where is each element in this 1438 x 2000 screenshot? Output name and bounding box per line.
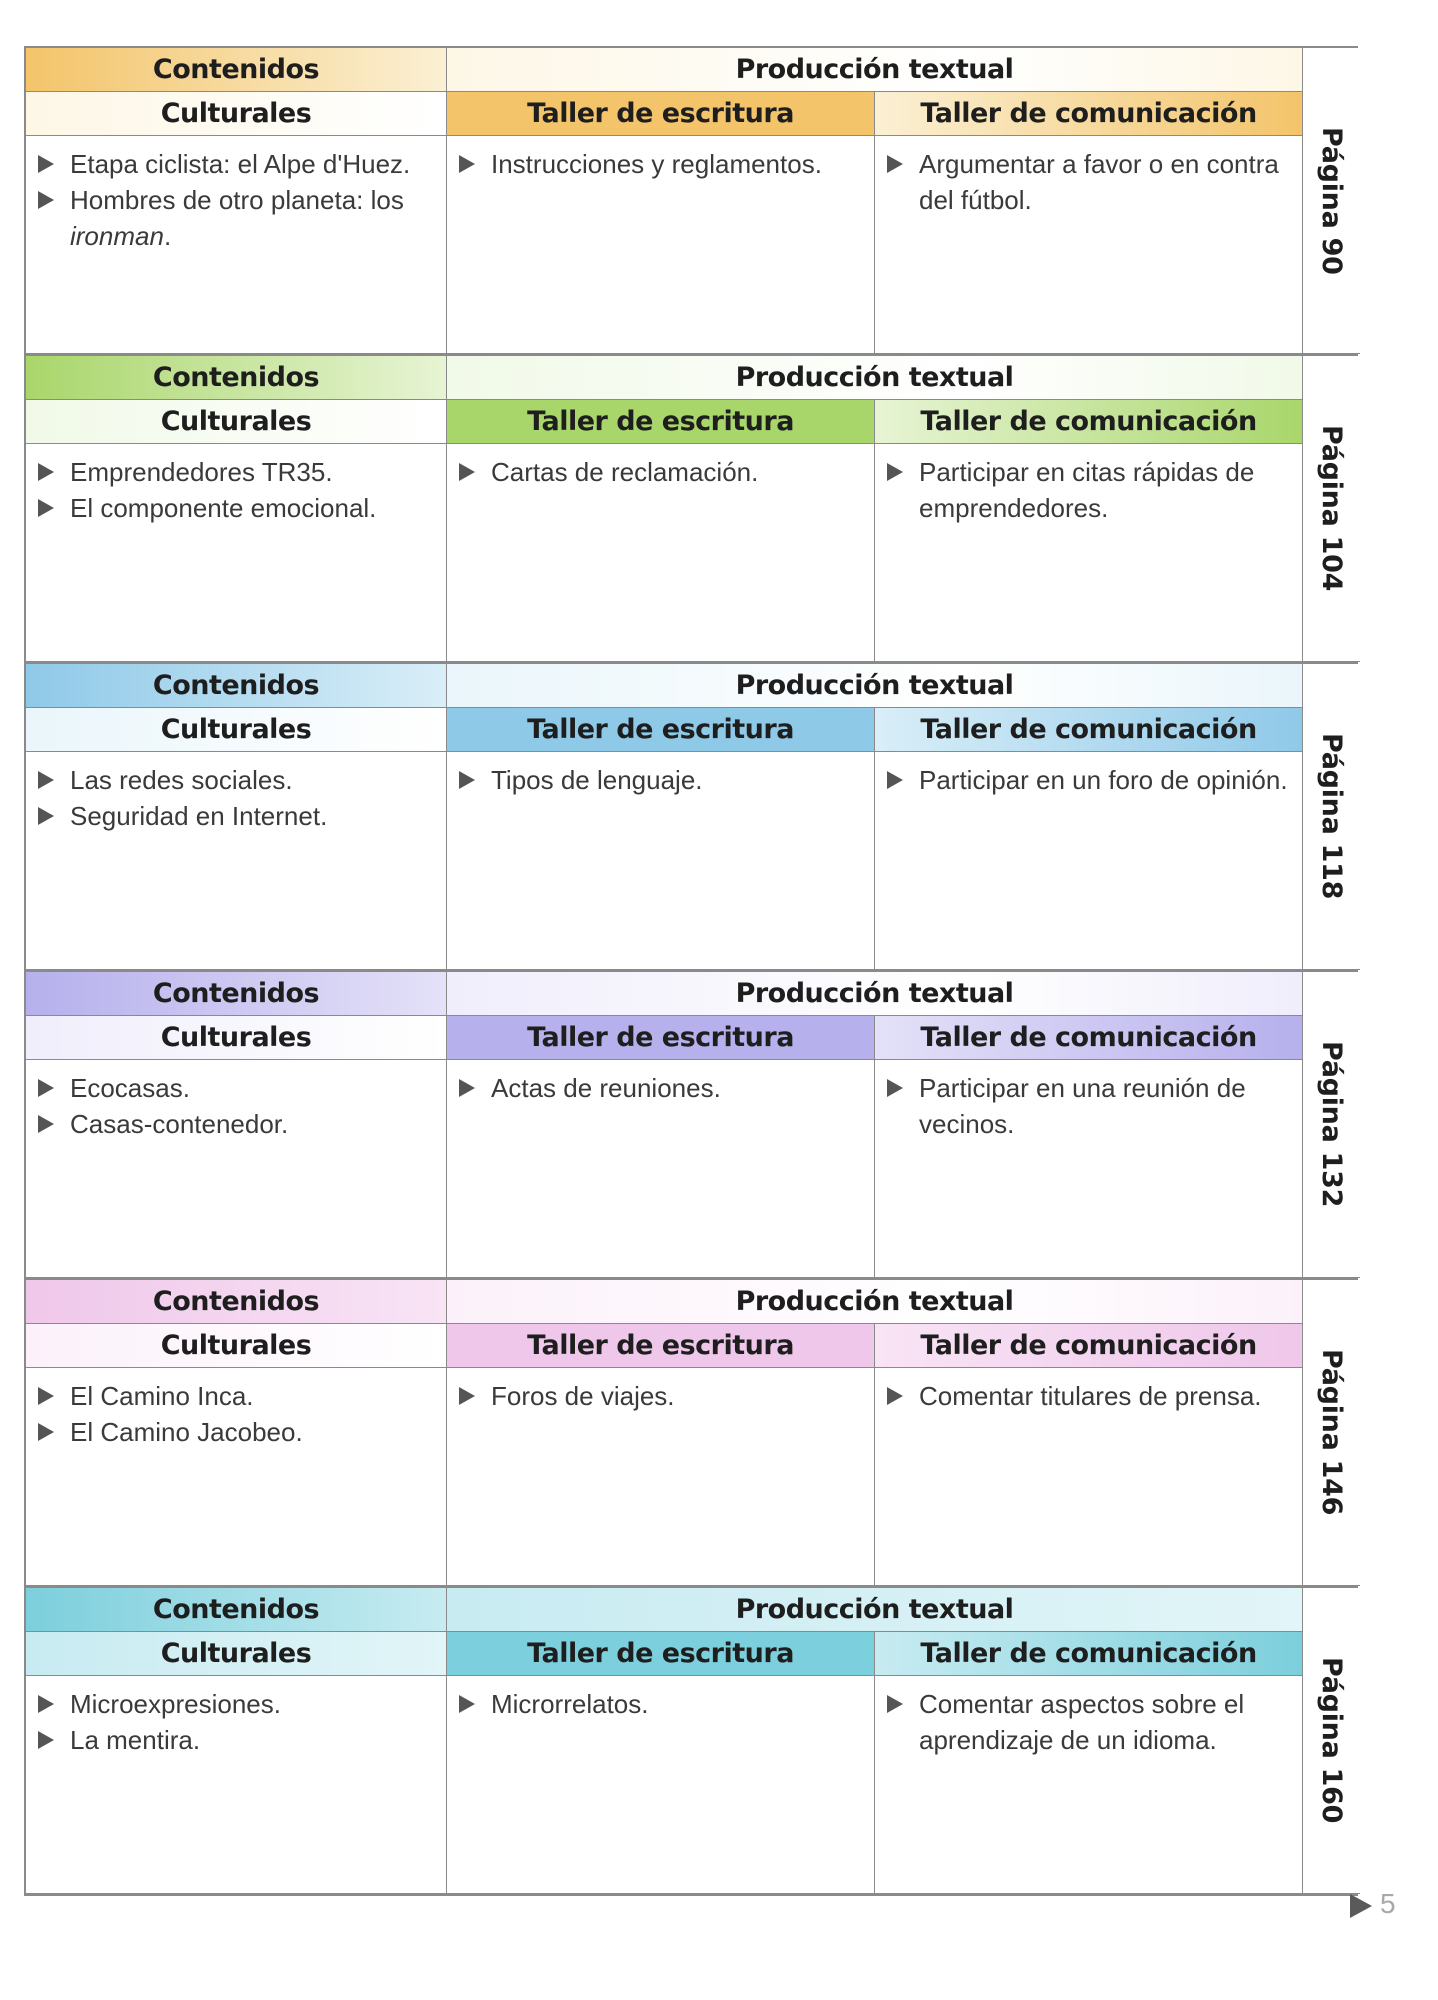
list-item: [34, 1106, 436, 1142]
triangle-right-icon: [1350, 1894, 1372, 1918]
comunicacion-content: [875, 752, 1303, 970]
triangle-bullet-icon: [38, 807, 54, 825]
produccion-textual-header: Producción textual: [447, 1588, 1303, 1632]
list-item-text: [70, 762, 436, 798]
page-reference-label: Página 132: [1316, 1041, 1347, 1208]
triangle-bullet-icon: [887, 1695, 903, 1713]
culturales-header: Culturales: [26, 400, 447, 444]
unit-section: [24, 662, 1358, 970]
triangle-bullet-icon: [38, 771, 54, 789]
triangle-bullet-icon: [887, 463, 903, 481]
triangle-bullet-icon: [459, 463, 475, 481]
triangle-bullet-icon: [459, 1695, 475, 1713]
comunicacion-content: [875, 1368, 1303, 1586]
text-run: Ecocasas.: [70, 1073, 190, 1103]
text-run: Las redes sociales.: [70, 765, 293, 795]
list-item-text: [919, 1070, 1292, 1142]
text-run: Casas-contenedor.: [70, 1109, 289, 1139]
contents-table: [24, 46, 1358, 1896]
list-item-text: [70, 490, 436, 526]
text-run: El Camino Jacobeo.: [70, 1417, 303, 1447]
list-item-text: [491, 1378, 864, 1414]
triangle-bullet-icon: [887, 1079, 903, 1097]
triangle-bullet-icon: [38, 1423, 54, 1441]
page-number: 5: [1380, 1888, 1396, 1919]
produccion-textual-header: Producción textual: [447, 48, 1303, 92]
comunicacion-content: [875, 444, 1303, 662]
list-item: [34, 182, 436, 254]
list-item: [34, 1686, 436, 1722]
triangle-bullet-icon: [459, 155, 475, 173]
page-reference-label: Página 118: [1316, 733, 1347, 900]
list-item: [34, 1070, 436, 1106]
triangle-bullet-icon: [38, 1387, 54, 1405]
contenidos-header: Contenidos: [26, 1588, 447, 1632]
contenidos-header: Contenidos: [26, 1280, 447, 1324]
taller-escritura-header: Taller de escritura: [447, 1632, 875, 1676]
triangle-bullet-icon: [38, 1731, 54, 1749]
taller-comunicacion-header: Taller de comunicación: [875, 1016, 1303, 1060]
list-item-text: [70, 1070, 436, 1106]
list-item-text: [70, 798, 436, 834]
comunicacion-content: [875, 136, 1303, 354]
produccion-textual-header: Producción textual: [447, 356, 1303, 400]
page-reference: [1303, 1588, 1360, 1894]
list-item-text: [70, 1722, 436, 1758]
page-reference: [1303, 972, 1360, 1278]
culturales-header: Culturales: [26, 1016, 447, 1060]
list-item: [455, 1070, 864, 1106]
culturales-header: Culturales: [26, 1324, 447, 1368]
text-run: Participar en una reunión de vecinos.: [919, 1073, 1246, 1139]
list-item: [455, 1686, 864, 1722]
escritura-content: [447, 752, 875, 970]
triangle-bullet-icon: [887, 771, 903, 789]
list-item-text: [70, 1106, 436, 1142]
page-reference: [1303, 1280, 1360, 1586]
list-item: [34, 762, 436, 798]
text-run: Participar en citas rápidas de emprendedores.: [919, 457, 1255, 523]
list-item-text: [919, 1378, 1292, 1414]
taller-escritura-header: Taller de escritura: [447, 708, 875, 752]
list-item: [455, 1378, 864, 1414]
comunicacion-content: [875, 1676, 1303, 1894]
triangle-bullet-icon: [38, 1695, 54, 1713]
triangle-bullet-icon: [887, 155, 903, 173]
list-item: [883, 1378, 1292, 1414]
list-item: [883, 762, 1292, 798]
unit-section: [24, 354, 1358, 662]
list-item: [34, 1414, 436, 1450]
list-item: [455, 146, 864, 182]
culturales-header: Culturales: [26, 92, 447, 136]
escritura-content: [447, 1368, 875, 1586]
taller-escritura-header: Taller de escritura: [447, 400, 875, 444]
taller-comunicacion-header: Taller de comunicación: [875, 708, 1303, 752]
list-item: [34, 798, 436, 834]
list-item-text: [491, 1070, 864, 1106]
triangle-bullet-icon: [38, 155, 54, 173]
contenidos-header: Contenidos: [26, 48, 447, 92]
list-item-text: [919, 454, 1292, 526]
list-item: [34, 454, 436, 490]
text-run: Foros de viajes.: [491, 1381, 675, 1411]
triangle-bullet-icon: [38, 1079, 54, 1097]
triangle-bullet-icon: [38, 191, 54, 209]
escritura-content: [447, 1060, 875, 1278]
culturales-content: [26, 752, 447, 970]
page-reference: [1303, 664, 1360, 970]
triangle-bullet-icon: [38, 463, 54, 481]
comunicacion-content: [875, 1060, 1303, 1278]
taller-comunicacion-header: Taller de comunicación: [875, 1632, 1303, 1676]
taller-escritura-header: Taller de escritura: [447, 1016, 875, 1060]
text-run: Comentar titulares de prensa.: [919, 1381, 1262, 1411]
contenidos-header: Contenidos: [26, 356, 447, 400]
text-run: Actas de reuniones.: [491, 1073, 721, 1103]
text-run: Emprendedores TR35.: [70, 457, 333, 487]
triangle-bullet-icon: [887, 1387, 903, 1405]
list-item-text: [70, 454, 436, 490]
text-run: .: [163, 221, 172, 251]
unit-section: [24, 970, 1358, 1278]
text-run: Participar en un foro de opinión.: [919, 765, 1288, 795]
list-item-text: [491, 454, 864, 490]
page-reference-label: Página 160: [1316, 1657, 1347, 1824]
page-reference: [1303, 48, 1360, 354]
escritura-content: [447, 1676, 875, 1894]
page-reference-label: Página 104: [1316, 425, 1347, 592]
culturales-content: [26, 1676, 447, 1894]
unit-section: [24, 1278, 1358, 1586]
culturales-content: [26, 1368, 447, 1586]
escritura-content: [447, 136, 875, 354]
taller-comunicacion-header: Taller de comunicación: [875, 1324, 1303, 1368]
list-item: [34, 1378, 436, 1414]
culturales-header: Culturales: [26, 708, 447, 752]
text-run: Microrrelatos.: [491, 1689, 649, 1719]
text-run: El componente emocional.: [70, 493, 377, 523]
list-item-text: [919, 146, 1292, 218]
list-item-text: [70, 1686, 436, 1722]
triangle-bullet-icon: [38, 1115, 54, 1133]
culturales-content: [26, 1060, 447, 1278]
list-item-text: [919, 762, 1292, 798]
list-item-text: [491, 762, 864, 798]
list-item-text: [70, 182, 436, 254]
culturales-content: [26, 136, 447, 354]
triangle-bullet-icon: [459, 771, 475, 789]
culturales-content: [26, 444, 447, 662]
text-run: Tipos de lenguaje.: [491, 765, 703, 795]
text-run: Argumentar a favor o en contra del fútbol.: [919, 149, 1279, 215]
taller-comunicacion-header: Taller de comunicación: [875, 400, 1303, 444]
page-reference: [1303, 356, 1360, 662]
text-run: El Camino Inca.: [70, 1381, 254, 1411]
list-item-text: [70, 1378, 436, 1414]
produccion-textual-header: Producción textual: [447, 972, 1303, 1016]
list-item-text: [70, 146, 436, 182]
escritura-content: [447, 444, 875, 662]
taller-comunicacion-header: Taller de comunicación: [875, 92, 1303, 136]
taller-escritura-header: Taller de escritura: [447, 1324, 875, 1368]
list-item-text: [70, 1414, 436, 1450]
list-item: [34, 490, 436, 526]
triangle-bullet-icon: [459, 1387, 475, 1405]
taller-escritura-header: Taller de escritura: [447, 92, 875, 136]
text-run: Microexpresiones.: [70, 1689, 281, 1719]
list-item: [883, 454, 1292, 526]
list-item: [455, 762, 864, 798]
contenidos-header: Contenidos: [26, 664, 447, 708]
text-run: Hombres de otro planeta: los: [70, 185, 404, 215]
list-item: [883, 1686, 1292, 1758]
list-item: [883, 146, 1292, 218]
produccion-textual-header: Producción textual: [447, 664, 1303, 708]
list-item: [34, 1722, 436, 1758]
text-run: Instrucciones y reglamentos.: [491, 149, 822, 179]
culturales-header: Culturales: [26, 1632, 447, 1676]
text-run: Comentar aspectos sobre el aprendizaje de un idioma.: [919, 1689, 1245, 1755]
text-run: La mentira.: [70, 1725, 201, 1755]
italic-term: ironman: [70, 221, 164, 251]
list-item: [883, 1070, 1292, 1142]
text-run: Cartas de reclamación.: [491, 457, 759, 487]
list-item: [34, 146, 436, 182]
page-reference-label: Página 90: [1316, 126, 1347, 275]
triangle-bullet-icon: [38, 499, 54, 517]
text-run: Etapa ciclista: el Alpe d'Huez.: [70, 149, 411, 179]
triangle-bullet-icon: [459, 1079, 475, 1097]
list-item: [455, 454, 864, 490]
contenidos-header: Contenidos: [26, 972, 447, 1016]
unit-section: [24, 1586, 1358, 1896]
unit-section: [24, 46, 1358, 354]
page-reference-label: Página 146: [1316, 1349, 1347, 1516]
text-run: Seguridad en Internet.: [70, 801, 328, 831]
list-item-text: [491, 146, 864, 182]
list-item-text: [919, 1686, 1292, 1758]
produccion-textual-header: Producción textual: [447, 1280, 1303, 1324]
list-item-text: [491, 1686, 864, 1722]
